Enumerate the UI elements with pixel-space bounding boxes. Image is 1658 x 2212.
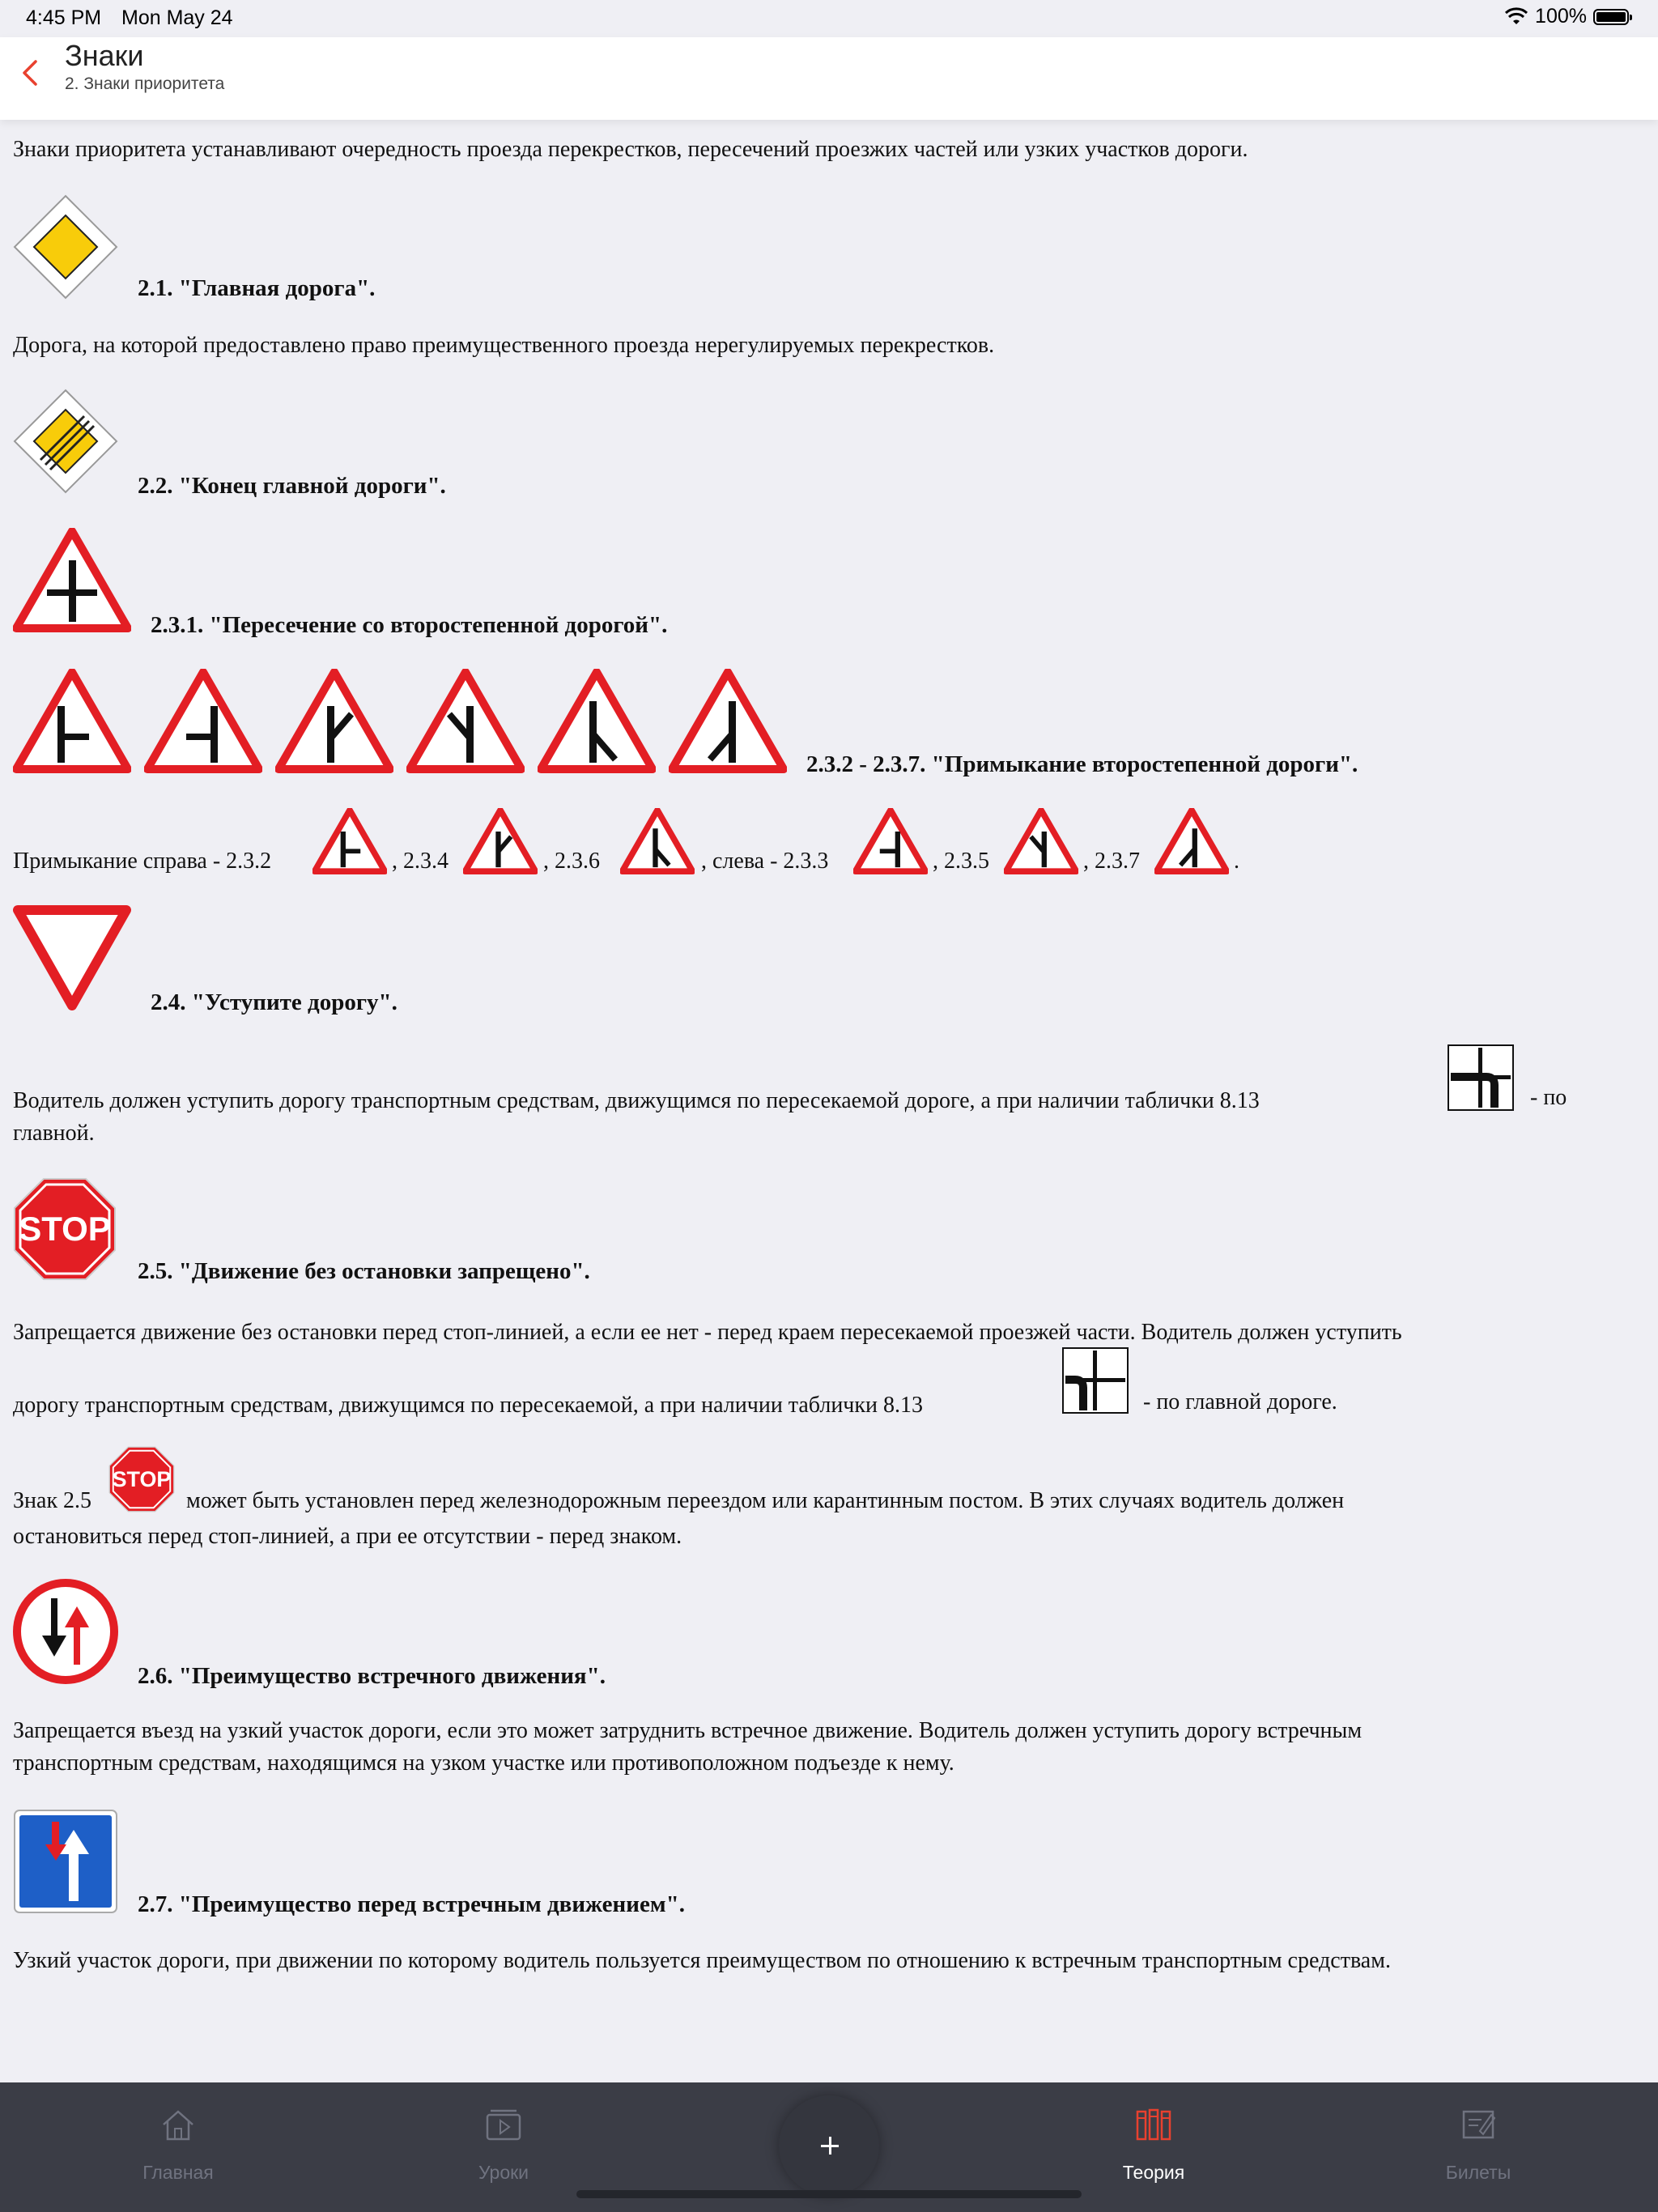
tab-theory-label: Теория (1122, 2162, 1185, 2183)
main-road-sign-icon (13, 194, 118, 300)
section-2-4-text-c: главной. (13, 1121, 95, 1146)
stop-sign-label: STOP (19, 1210, 111, 1248)
section-2-2-title: 2.2. "Конец главной дороги". (138, 473, 446, 499)
tab-home-label: Главная (142, 2162, 214, 2183)
adj-left-prefix: , слева - 2.3.3 (701, 849, 829, 874)
tab-tickets[interactable] (1381, 2082, 1575, 2183)
section-2-4-title: 2.4. "Уступите дорогу". (151, 989, 397, 1015)
small-sign-2-3-2-icon (312, 808, 387, 874)
small-sign-2-3-7-icon (1154, 808, 1229, 874)
sign-2-3-7-icon (669, 669, 787, 774)
back-chevron-icon[interactable] (11, 49, 47, 94)
crossroad-sign-icon (13, 528, 131, 633)
plate-8-13-icon (1448, 1044, 1514, 1111)
yield-sign-icon (13, 905, 131, 1010)
section-2-5-note-a: Знак 2.5 (13, 1488, 92, 1513)
books-icon (1134, 2107, 1173, 2142)
section-2-5-text-a: Запрещается движение без остановки перед стоп-линией, а если ее нет - перед краем пересекаемой проезжей части. Водитель должен уступить (13, 1320, 1402, 1345)
sign-2-3-2-icon (13, 669, 131, 774)
tab-home[interactable] (81, 2082, 275, 2183)
video-icon (484, 2107, 523, 2142)
add-button[interactable] (779, 2095, 879, 2196)
adj-end: . (1234, 849, 1239, 874)
status-right (1504, 5, 1629, 28)
adj-c236: , 2.3.6 (543, 849, 600, 874)
section-2-6-text-a: Запрещается въезд на узкий участок дороги, если это может затруднить встречное движение. Водитель должен уступить дорогу встречным (13, 1718, 1363, 1743)
status-time: 4:45 PM (26, 6, 102, 29)
battery-percent: 100% (1535, 5, 1587, 28)
nav-bar (0, 37, 1658, 120)
small-stop-sign-label: STOP (112, 1466, 172, 1491)
home-icon (159, 2107, 198, 2142)
section-2-1-title: 2.1. "Главная дорога". (138, 275, 376, 301)
section-2-5-text-c: - по главной дороге. (1143, 1389, 1337, 1414)
section-2-3-2-title: 2.3.2 - 2.3.7. "Примыкание второстепенной дороги". (806, 751, 1358, 777)
section-2-4-text-b: - по (1530, 1085, 1567, 1110)
small-sign-2-3-5-icon (1004, 808, 1078, 874)
section-2-5-note-c: остановиться перед стоп-линией, а при ее отсутствии - перед знаком. (13, 1524, 682, 1549)
stop-sign-icon (13, 1177, 117, 1281)
oncoming-priority-sign-icon (13, 1579, 118, 1684)
theory-content (0, 121, 1658, 2081)
tab-theory[interactable] (1056, 2082, 1251, 2183)
small-sign-2-3-6-icon (620, 808, 695, 874)
section-2-1-text: Дорога, на которой предоставлено право преимущественного проезда нерегулируемых перекрестков. (13, 333, 995, 358)
home-indicator (576, 2190, 1082, 2198)
tab-lessons-label: Уроки (478, 2162, 529, 2183)
small-stop-sign-icon (108, 1446, 175, 1512)
plus-icon-v (829, 2137, 831, 2155)
section-2-6-text-b: транспортным средствам, находящимся на узком участке или противоположном подъезде к нему. (13, 1750, 954, 1776)
plate-8-13-icon (1062, 1347, 1129, 1414)
section-2-5-text-b: дорогу транспортным средствам, движущимся по пересекаемой, а при наличии таблички 8.13 (13, 1393, 923, 1418)
adj-right-prefix: Примыкание справа - 2.3.2 (13, 849, 272, 874)
section-2-3-1-title: 2.3.1. "Пересечение со второстепенной дорогой". (151, 612, 668, 638)
tab-tickets-label: Билеты (1445, 2162, 1511, 2183)
battery-icon (1593, 9, 1629, 25)
small-sign-2-3-4-icon (463, 808, 538, 874)
priority-over-oncoming-sign-icon (13, 1809, 118, 1914)
section-2-7-title: 2.7. "Преимущество перед встречным движением". (138, 1891, 685, 1917)
tab-lessons[interactable] (406, 2082, 601, 2183)
adj-c235: , 2.3.5 (933, 849, 989, 874)
sign-2-3-5-icon (406, 669, 525, 774)
status-date: Mon May 24 (121, 6, 233, 29)
page-subtitle: 2. Знаки приоритета (65, 74, 225, 93)
intro-text: Знаки приоритета устанавливают очередность проезда перекрестков, пересечений проезжих частей или узких участков дороги. (13, 137, 1248, 162)
sign-2-3-6-icon (538, 669, 656, 774)
adj-c234: , 2.3.4 (392, 849, 449, 874)
page-title: Знаки (65, 39, 144, 72)
small-sign-2-3-3-icon (853, 808, 928, 874)
status-bar (0, 0, 1658, 37)
sign-2-3-4-icon (275, 669, 393, 774)
section-2-7-text: Узкий участок дороги, при движении по которому водитель пользуется преимуществом по отношению к встречным транспортным средствам. (13, 1948, 1391, 1973)
section-2-4-text-a: Водитель должен уступить дорогу транспортным средствам, движущимся по пересекаемой дороге, а при наличии таблички 8.13 (13, 1088, 1260, 1113)
wifi-icon (1504, 7, 1528, 27)
section-2-5-note-b: может быть установлен перед железнодорожным переездом или карантинным постом. В этих случаях водитель должен (186, 1488, 1345, 1513)
adj-c237: , 2.3.7 (1083, 849, 1140, 874)
sign-2-3-3-icon (144, 669, 262, 774)
section-2-5-title: 2.5. "Движение без остановки запрещено". (138, 1258, 590, 1284)
end-main-road-sign-icon (13, 389, 118, 494)
tickets-icon (1459, 2107, 1498, 2142)
section-2-6-title: 2.6. "Преимущество встречного движения". (138, 1663, 606, 1689)
